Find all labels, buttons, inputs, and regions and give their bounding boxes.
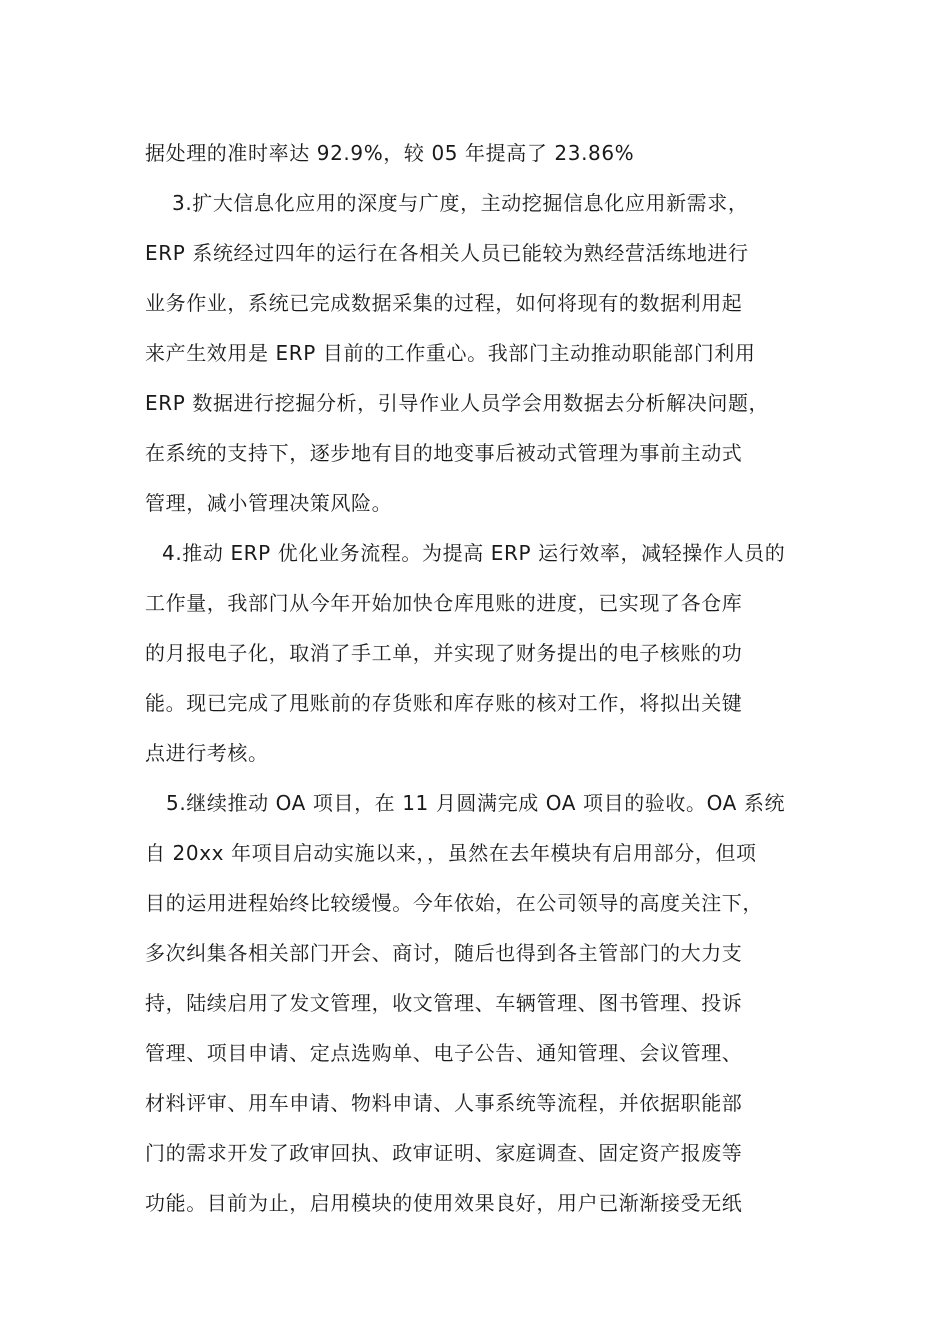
paragraph-first-line: 5.继续推动 OA 项目，在 11 月圆满完成 OA 项目的验收。OA 系统 xyxy=(166,791,786,815)
text-line: 多次纠集各相关部门开会、商讨，随后也得到各主管部门的大力支 xyxy=(145,941,743,965)
paragraph-first-line: 3.扩大信息化应用的深度与广度，主动挖掘信息化应用新需求， xyxy=(172,191,749,215)
text-line: 能。现已完成了甩账前的存货账和库存账的核对工作，将拟出关键 xyxy=(145,691,743,715)
text-line: 持，陆续启用了发文管理，收文管理、车辆管理、图书管理、投诉 xyxy=(145,991,743,1015)
text-line: 工作量，我部门从今年开始加快仓库甩账的进度，已实现了各仓库 xyxy=(145,591,743,615)
text-line: ERP 系统经过四年的运行在各相关人员已能较为熟经营活练地进行 xyxy=(145,241,749,265)
text-line: 在系统的支持下，逐步地有目的地变事后被动式管理为事前主动式 xyxy=(145,441,743,465)
text-line: 门的需求开发了政审回执、政审证明、家庭调查、固定资产报废等 xyxy=(145,1141,743,1165)
text-line: 管理，减小管理决策风险。 xyxy=(145,491,393,515)
text-line: ERP 数据进行挖掘分析，引导作业人员学会用数据去分析解决问题， xyxy=(145,391,770,415)
text-line: 点进行考核。 xyxy=(145,741,269,765)
text-line: 材料评审、用车申请、物料申请、人事系统等流程，并依据职能部 xyxy=(145,1091,743,1115)
text-line: 功能。目前为止，启用模块的使用效果良好，用户已渐渐接受无纸 xyxy=(145,1191,743,1215)
text-line: 来产生效用是 ERP 目前的工作重心。我部门主动推动职能部门利用 xyxy=(145,341,756,365)
text-line: 的月报电子化，取消了手工单，并实现了财务提出的电子核账的功 xyxy=(145,641,743,665)
paragraph-first-line: 4.推动 ERP 优化业务流程。为提高 ERP 运行效率，减轻操作人员的 xyxy=(162,541,786,565)
text-line: 管理、项目申请、定点选购单、电子公告、通知管理、会议管理、 xyxy=(145,1041,743,1065)
text-line: 据处理的准时率达 92.9%，较 05 年提高了 23.86% xyxy=(145,141,635,165)
text-line: 目的运用进程始终比较缓慢。今年依始，在公司领导的高度关注下， xyxy=(145,891,763,915)
text-line: 自 20xx 年项目启动实施以来，，虽然在去年模块有启用部分，但项 xyxy=(145,841,757,865)
text-line: 业务作业，系统已完成数据采集的过程，如何将现有的数据利用起 xyxy=(145,291,743,315)
